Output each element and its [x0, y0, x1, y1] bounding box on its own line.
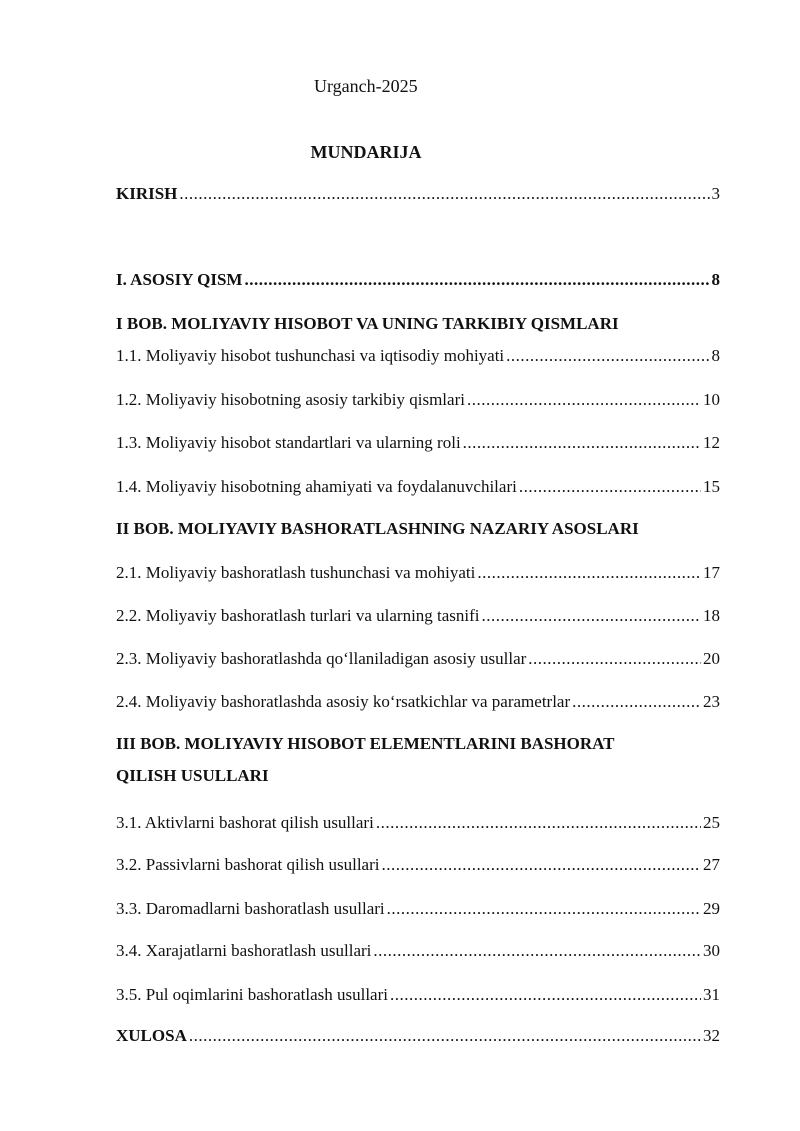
toc-entry[interactable] — [116, 941, 720, 961]
toc-page-number: 30 — [703, 941, 720, 960]
toc-page-number: 31 — [703, 985, 720, 1004]
toc-page-number: 27 — [703, 855, 720, 874]
toc-page-number: 3 — [711, 184, 720, 203]
leader-dots — [373, 941, 701, 961]
leader-dots — [477, 563, 701, 583]
toc-entry-label: 3.3. Daromadlarni bashoratlash usullari — [116, 899, 385, 918]
leader-dots — [376, 813, 701, 833]
toc-page-number: 25 — [703, 813, 720, 832]
leader-dots — [390, 985, 701, 1005]
toc-entry-label: XULOSA — [116, 1026, 187, 1045]
leader-dots — [189, 1026, 701, 1046]
toc-entry-label: 2.3. Moliyaviy bashoratlashda qo‘llaniladigan asosiy usullar — [116, 649, 527, 668]
toc-page-number: 20 — [703, 649, 720, 668]
toc-entry-label: 2.4. Moliyaviy bashoratlashda asosiy ko‘rsatkichlar va parametrlar — [116, 692, 571, 711]
leader-dots — [482, 606, 701, 626]
toc-entry[interactable] — [116, 606, 720, 626]
toc-page-number: 18 — [703, 606, 720, 625]
leader-dots — [387, 899, 701, 919]
toc-entry-label: I. ASOSIY QISM — [116, 270, 243, 289]
toc-entry-intro[interactable] — [116, 184, 720, 204]
leader-dots — [572, 692, 701, 712]
toc-entry-label: 1.2. Moliyaviy hisobotning asosiy tarkibiy qismlari — [116, 390, 465, 409]
toc-entry-label: 3.1. Aktivlarni bashorat qilish usullari — [116, 813, 374, 832]
toc-page-number: 29 — [703, 899, 720, 918]
toc-entry[interactable] — [116, 649, 720, 669]
toc-entry[interactable] — [116, 346, 720, 366]
toc-entry[interactable] — [116, 477, 720, 497]
toc-entry[interactable] — [116, 390, 720, 410]
leader-dots — [519, 477, 701, 497]
toc-entry-label: 1.3. Moliyaviy hisobot standartlari va ularning roli — [116, 433, 461, 452]
toc-entry[interactable] — [116, 985, 720, 1005]
toc-page-number: 10 — [703, 390, 720, 409]
toc-entry-label: KIRISH — [116, 184, 178, 203]
chapter3-heading-line1: III BOB. MOLIYAVIY HISOBOT ELEMENTLARINI BASHORAT — [116, 734, 615, 753]
toc-page-number: 8 — [711, 270, 720, 289]
toc-entry-label: 1.4. Moliyaviy hisobotning ahamiyati va foydalanuvchilari — [116, 477, 517, 496]
toc-entry[interactable] — [116, 692, 720, 712]
toc-page-number: 15 — [703, 477, 720, 496]
toc-entry-label: 1.1. Moliyaviy hisobot tushunchasi va iqtisodiy mohiyati — [116, 346, 505, 365]
city-year: Urganch-2025 — [314, 76, 418, 96]
toc-entry-label: 2.1. Moliyaviy bashoratlash tushunchasi va mohiyati — [116, 563, 476, 582]
toc-page-number: 17 — [703, 563, 720, 582]
toc-entry-label: 2.2. Moliyaviy bashoratlash turlari va ularning tasnifi — [116, 606, 480, 625]
chapter2-heading: II BOB. MOLIYAVIY BASHORATLASHNING NAZARIY ASOSLARI — [116, 519, 639, 538]
toc-page-number: 8 — [711, 346, 720, 365]
leader-dots — [244, 270, 709, 290]
toc-entry-main-part[interactable] — [116, 270, 720, 290]
toc-entry[interactable] — [116, 563, 720, 583]
toc-entry[interactable] — [116, 813, 720, 833]
toc-title: MUNDARIJA — [310, 142, 422, 162]
toc-entry[interactable] — [116, 855, 720, 875]
leader-dots — [179, 184, 709, 204]
leader-dots — [467, 390, 701, 410]
toc-entry-label: 3.2. Passivlarni bashorat qilish usullari — [116, 855, 380, 874]
toc-page-number: 32 — [703, 1026, 720, 1045]
chapter3-heading-line2: QILISH USULLARI — [116, 766, 269, 785]
leader-dots — [463, 433, 701, 453]
toc-entry-conclusion[interactable] — [116, 1026, 720, 1046]
toc-entry-label: 3.4. Xarajatlarni bashoratlash usullari — [116, 941, 372, 960]
toc-entry[interactable] — [116, 433, 720, 453]
leader-dots — [506, 346, 709, 366]
leader-dots — [381, 855, 701, 875]
toc-entry-label: 3.5. Pul oqimlarini bashoratlash usullari — [116, 985, 388, 1004]
toc-page-number: 12 — [703, 433, 720, 452]
leader-dots — [528, 649, 701, 669]
toc-entry[interactable] — [116, 899, 720, 919]
toc-page-number: 23 — [703, 692, 720, 711]
chapter1-heading: I BOB. MOLIYAVIY HISOBOT VA UNING TARKIBIY QISMLARI — [116, 314, 619, 333]
